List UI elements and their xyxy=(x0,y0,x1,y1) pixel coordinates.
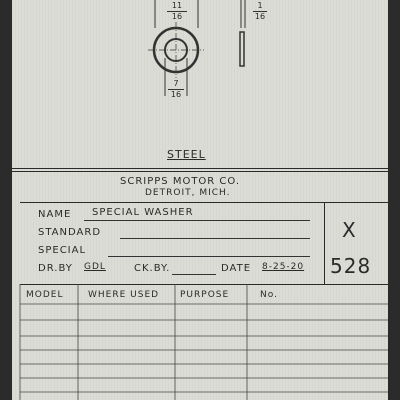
checked-by-line xyxy=(172,274,216,275)
date-value: 8-25-20 xyxy=(262,262,305,272)
date-label: DATE xyxy=(221,263,252,274)
company-divider xyxy=(20,202,388,203)
header-number: No. xyxy=(260,290,278,300)
checked-by-label: CK.BY. xyxy=(134,263,171,274)
dimension-outer-num: 11 xyxy=(171,1,183,10)
drawn-by-value: GDL xyxy=(84,262,106,272)
part-number-prefix: X xyxy=(342,218,356,242)
dimension-inner-den: 16 xyxy=(170,90,182,99)
part-number-divider xyxy=(324,202,325,284)
name-line xyxy=(84,220,310,221)
drawing-card xyxy=(12,0,388,400)
part-number: 528 xyxy=(330,254,372,278)
dimension-thickness-den: 16 xyxy=(254,12,266,21)
header-model: MODEL xyxy=(26,290,64,300)
header-where-used: WHERE USED xyxy=(88,290,160,300)
material-label: STEEL xyxy=(167,148,206,161)
company-location: DETROIT, MICH. xyxy=(145,188,231,198)
dimension-outer-den: 16 xyxy=(171,12,183,21)
special-label: SPECIAL xyxy=(38,245,87,256)
washer-drawing xyxy=(12,0,388,110)
drawn-by-label: DR.BY xyxy=(38,263,73,274)
dimension-inner-num: 7 xyxy=(173,79,179,88)
standard-label: STANDARD xyxy=(38,227,102,238)
usage-table-grid xyxy=(12,284,388,400)
special-line xyxy=(108,256,310,257)
title-block-top-border-2 xyxy=(12,171,388,172)
name-label: NAME xyxy=(38,209,72,220)
dimension-inner-diameter xyxy=(168,80,184,99)
header-purpose: PURPOSE xyxy=(180,290,230,300)
standard-line xyxy=(120,238,310,239)
title-block-top-border xyxy=(12,168,388,169)
name-value: SPECIAL WASHER xyxy=(92,207,194,218)
dimension-thickness-num: 1 xyxy=(257,1,263,10)
company-name: SCRIPPS MOTOR CO. xyxy=(120,176,241,187)
